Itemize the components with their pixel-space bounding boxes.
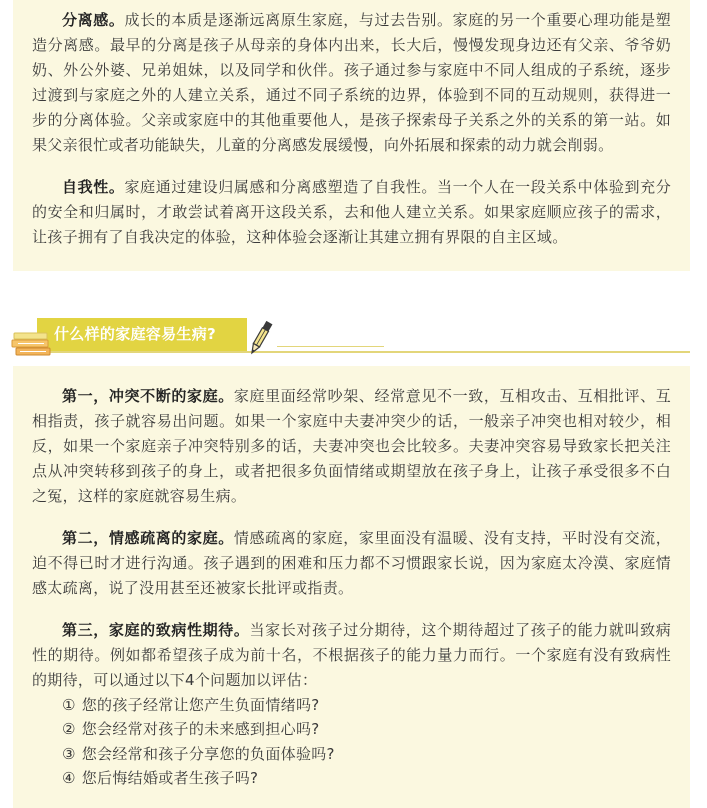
heading-accent-line — [277, 346, 384, 347]
section-heading — [0, 310, 707, 358]
paragraph-gap — [32, 158, 671, 175]
paragraph-lead: 第一，冲突不断的家庭。 — [62, 387, 234, 405]
paragraph-text: 家庭通过建设归属感和分离感塑造了自我性。当一个人在一段关系中体验到充分的安全和归属时，才敢尝试着离开这段关系，去和他人建立关系。如果家庭顺应孩子的需求，让孩子拥有了自我决定的体验，这种体验会逐渐让其建立拥有界限的自主区域。 — [32, 178, 671, 246]
question-number: ② — [62, 720, 76, 739]
bottom-section — [13, 366, 690, 808]
paragraph-lead: 自我性。 — [62, 178, 125, 196]
paragraph-text: 成长的本质是逐渐远离原生家庭，与过去告别。家庭的另一个重要心理功能是塑造分离感。最早的分离是孩子从母亲的身体内出来，长大后，慢慢发现身边还有父亲、爷爷奶奶、外公外婆、兄弟姐妹，以及同学和伙伴。孩子通过参与家庭中不同人组成的子系统，逐步过渡到与家庭之外的人建立关系，通过不同子系统的边界，体验到不同的互动规则，获得进一步的分离体验。父亲或家庭中的其他重要他人，是孩子探索母子关系之外的关系的第一站。如果父亲很忙或者功能缺失，儿童的分离感发展缓慢，向外拓展和探索的动力就会削弱。 — [32, 11, 671, 154]
question-number: ④ — [62, 769, 76, 788]
heading-title: 什么样的家庭容易生病? — [54, 325, 217, 343]
paragraph-distant-family — [32, 526, 671, 601]
paragraph-lead: 第二，情感疏离的家庭。 — [62, 529, 234, 547]
question-text: 您会经常和孩子分享您的负面体验吗? — [81, 744, 335, 763]
paragraph-gap — [32, 509, 671, 526]
list-item — [62, 693, 671, 717]
question-number: ① — [62, 696, 76, 714]
list-item — [62, 742, 671, 766]
question-text: 您后悔结婚或者生孩子吗? — [81, 769, 259, 788]
question-list — [32, 693, 671, 791]
question-text: 您的孩子经常让您产生负面情绪吗? — [81, 696, 320, 714]
paragraph-selfhood — [32, 175, 671, 250]
paragraph-text: 情感疏离的家庭，家里面没有温暖、没有支持，平时没有交流，迫不得已时才进行沟通。孩子遇到的困难和压力都不习惯跟家长说，因为家庭太冷漠、家庭情感太疏离，说了没用甚至还被家长批评或指责。 — [32, 529, 671, 597]
paragraph-text: 当家长对孩子过分期待，这个期待超过了孩子的能力就叫致病性的期待。例如都希望孩子成为前十名，不根据孩子的能力量力而行。一个家庭有没有致病性的期待，可以通过以下4个问题加以评估： — [32, 621, 671, 689]
paragraph-pathogenic-expectation — [32, 618, 671, 693]
pencil-icon — [247, 318, 273, 358]
top-section — [13, 0, 690, 271]
paragraph-lead: 分离感。 — [62, 11, 125, 29]
paragraph-conflict-family — [32, 384, 671, 509]
paragraph-gap — [32, 601, 671, 618]
question-number: ③ — [62, 744, 76, 763]
list-item — [62, 717, 671, 741]
question-text: 您会经常对孩子的未来感到担心吗? — [81, 720, 320, 739]
heading-underline — [37, 351, 690, 353]
paragraph-separation — [32, 8, 671, 158]
paragraph-text: 家庭里面经常吵架、经常意见不一致，互相攻击、互相批评、互相指责，孩子就容易出问题。如果一个家庭中夫妻冲突少的话，一般亲子冲突也相对较少，相反，如果一个家庭亲子冲突特别多的话，夫妻冲突也会比较多。夫妻冲突容易导致家长把关注点从冲突转移到孩子的身上，或者把很多负面情绪或期望放在孩子身上，让孩子承受很多不白之冤，这样的家庭就容易生病。 — [32, 387, 671, 505]
list-item — [62, 766, 671, 790]
books-icon — [10, 332, 54, 356]
paragraph-lead: 第三，家庭的致病性期待。 — [62, 621, 250, 639]
